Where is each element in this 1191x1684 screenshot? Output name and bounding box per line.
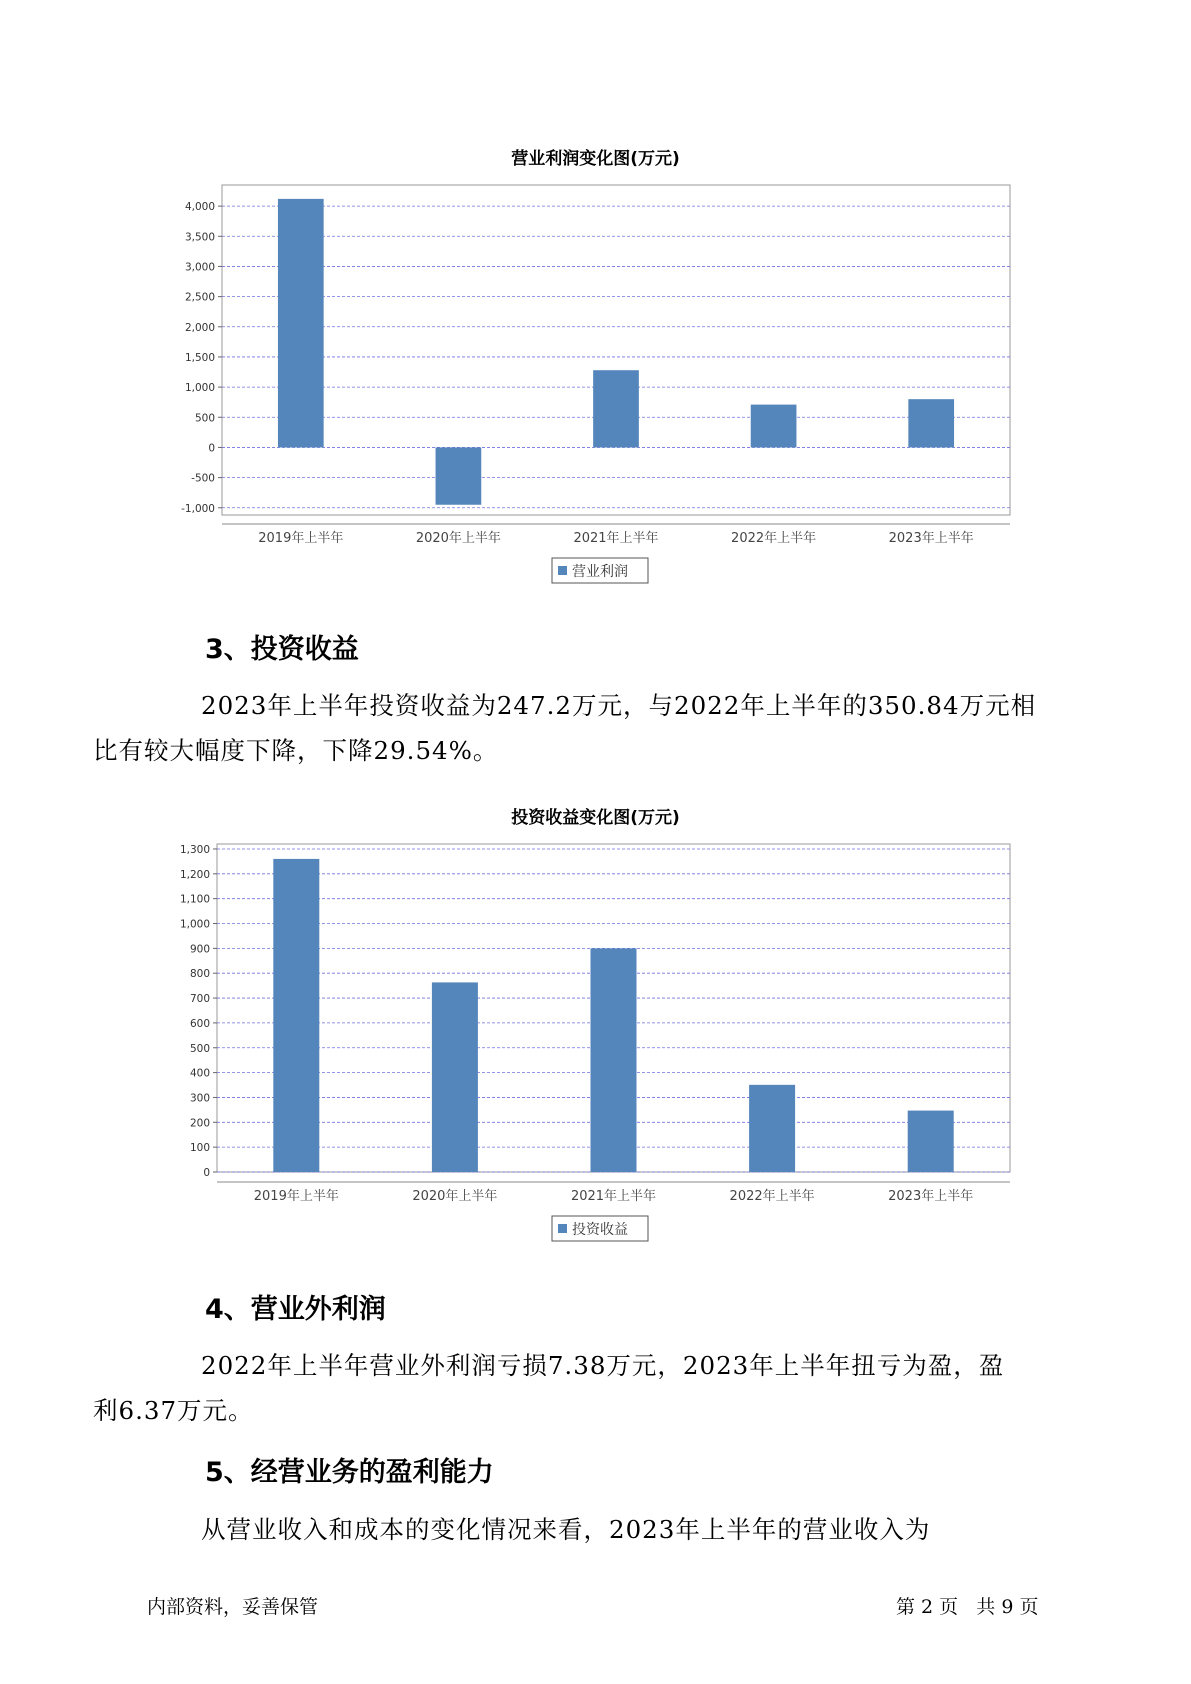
y-tick-label: 0: [203, 1167, 210, 1179]
y-tick-label: -500: [191, 472, 215, 485]
footer-left: 内部资料，妥善保管: [147, 1596, 319, 1618]
section-4-heading: 4、营业外利润: [205, 1294, 386, 1325]
y-tick-label: 900: [189, 943, 210, 956]
y-tick-label: 300: [189, 1092, 210, 1105]
legend: [552, 558, 648, 583]
y-tick-label: 3,000: [184, 261, 215, 274]
y-tick-label: 2,500: [184, 291, 215, 304]
bar: [908, 1111, 954, 1172]
y-tick-label: 1,000: [184, 382, 215, 395]
chart1-title: 营业利润变化图(万元): [511, 149, 680, 169]
y-tick-label: 800: [189, 968, 210, 981]
bar: [908, 399, 954, 447]
x-tick-label: 2019年上半年: [258, 531, 344, 546]
section-4-line-2: 利6.37万元。: [93, 1396, 254, 1425]
y-tick-label: 400: [189, 1067, 210, 1080]
operating-profit-chart: [0, 0, 1191, 600]
x-tick-label: 2022年上半年: [731, 531, 817, 546]
section-3-line-1: 2023年上半年投资收益为247.2万元，与2022年上半年的350.84万元相: [201, 691, 1037, 720]
y-tick-label: 500: [194, 412, 215, 425]
legend-label: 投资收益: [572, 1222, 628, 1238]
section-5-heading: 5、经营业务的盈利能力: [205, 1457, 494, 1488]
y-tick-label: 1,300: [179, 843, 210, 856]
section-5-line-1: 从营业收入和成本的变化情况来看，2023年上半年的营业收入为: [201, 1515, 931, 1544]
chart2-title: 投资收益变化图(万元): [511, 808, 680, 828]
y-tick-label: 100: [189, 1142, 210, 1155]
bar: [432, 982, 478, 1172]
bar: [436, 447, 482, 504]
x-tick-label: 2022年上半年: [729, 1189, 815, 1204]
y-tick-label: 2,000: [184, 321, 215, 334]
footer-page-number: 第 2 页 共 9 页: [896, 1596, 1039, 1618]
x-tick-label: 2023年上半年: [888, 531, 974, 546]
x-tick-label: 2023年上半年: [888, 1189, 974, 1204]
section-3-line-2: 比有较大幅度下降，下降29.54%。: [93, 736, 499, 765]
section-4-line-1: 2022年上半年营业外利润亏损7.38万元，2023年上半年扭亏为盈，盈: [201, 1351, 1005, 1380]
legend: [552, 1216, 648, 1241]
x-tick-label: 2020年上半年: [412, 1189, 498, 1204]
bar: [749, 1085, 795, 1172]
x-tick-label: 2019年上半年: [253, 1189, 339, 1204]
bar: [593, 370, 639, 447]
bar: [278, 199, 324, 448]
plot-area: [222, 185, 1010, 515]
x-tick-label: 2020年上半年: [415, 531, 501, 546]
y-tick-label: 200: [189, 1117, 210, 1130]
y-tick-label: 1,200: [179, 868, 210, 881]
legend-swatch: [558, 1224, 567, 1233]
y-tick-label: 0: [208, 442, 215, 455]
section-3-heading: 3、投资收益: [205, 634, 359, 665]
section-4-paragraph: [93, 1343, 1059, 1433]
y-tick-label: 700: [189, 993, 210, 1006]
bar: [273, 859, 319, 1172]
x-tick-label: 2021年上半年: [570, 1189, 657, 1204]
bar: [751, 405, 797, 448]
section-5-paragraph: [147, 1507, 1059, 1552]
y-tick-label: 500: [189, 1042, 210, 1055]
y-tick-label: 600: [189, 1017, 210, 1030]
y-tick-label: 1,100: [179, 893, 210, 906]
y-tick-label: 4,000: [184, 201, 215, 214]
legend-label: 营业利润: [572, 564, 628, 580]
investment-income-chart: [0, 820, 1191, 1280]
y-tick-label: 1,000: [179, 918, 210, 931]
y-tick-label: -1,000: [181, 502, 215, 515]
x-tick-label: 2021年上半年: [573, 531, 659, 546]
section-3-paragraph: [93, 683, 1059, 773]
bar: [591, 948, 637, 1172]
legend-swatch: [558, 566, 567, 575]
y-tick-label: 1,500: [184, 351, 215, 364]
y-tick-label: 3,500: [184, 231, 215, 244]
